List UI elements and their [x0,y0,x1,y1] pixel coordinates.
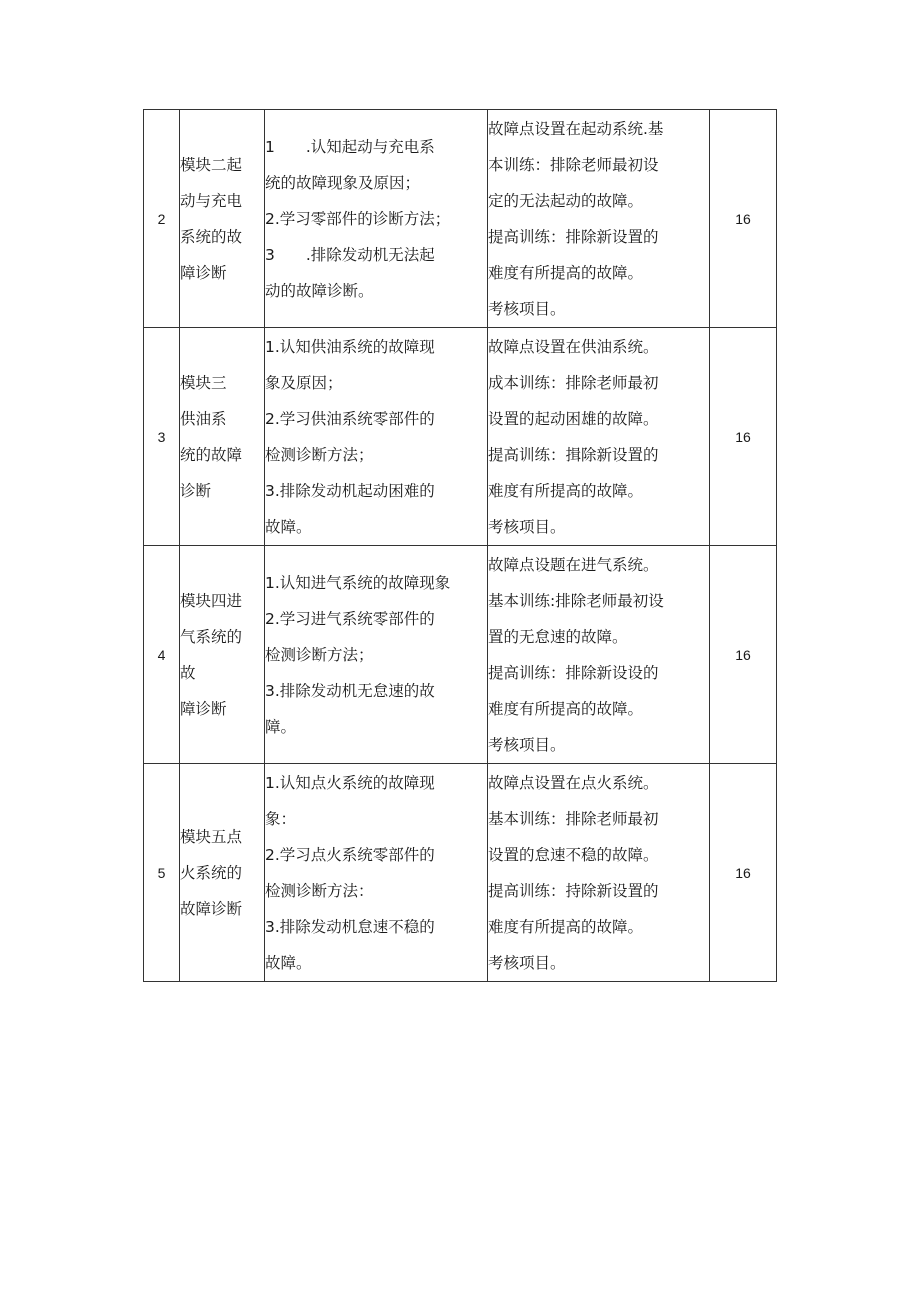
table-row [144,764,777,982]
hours-cell [710,110,777,328]
table-row [144,546,777,764]
module-name-line: 供油系 [180,409,227,428]
module-name-line: 气系统的 [180,627,243,646]
learning-content-line: 障。 [265,717,297,736]
hours-cell [710,546,777,764]
row-number: 2 [157,210,166,227]
hours-value: 16 [735,646,751,663]
learning-content-line: 2.学习零部件的诊断方法； [265,209,451,228]
course-module-table [143,109,777,982]
hours-value: 16 [735,864,751,881]
training-content-cell [488,328,710,546]
learning-content-line: 故障。 [265,953,312,972]
learning-content-line: 象： [265,809,297,828]
module-name-line: 火系统的 [180,863,243,882]
table-row [144,110,777,328]
training-content-line: 本训练：排除老师最初设 [488,155,659,174]
row-number: 4 [157,646,166,663]
learning-content-line: 检测诊断方法： [265,881,374,900]
learning-content-line: 3.排除发动机怠速不稳的 [265,917,435,936]
module-name-line: 模块五点 [180,827,243,846]
hours-cell [710,764,777,982]
table-body [144,110,777,982]
module-name-line: 模块二起 [180,155,243,174]
learning-content-line: 1.认知供油系统的故障现 [265,337,435,356]
training-content-line: 考核项目。 [488,517,566,536]
training-content-cell [488,764,710,982]
training-content-line: 提高训练：排除新设置的 [488,227,659,246]
learning-content-line: 2.学习进气系统零部件的 [265,609,435,628]
module-name-cell [180,764,265,982]
learning-content-cell [265,764,488,982]
learning-content-line: 3.排除发动机无怠速的故 [265,681,435,700]
learning-content-line: 象及原因； [265,373,343,392]
module-name-line: 模块四进 [180,591,243,610]
learning-content-line: 1.认知点火系统的故障现 [265,773,435,792]
learning-content-line: 1 .认知起动与充电系 [265,137,435,156]
module-name-line: 故 [180,663,196,682]
table-row [144,328,777,546]
learning-content-cell [265,110,488,328]
row-number-cell [144,328,180,546]
training-content-line: 故障点设置在点火系统。 [488,773,659,792]
hours-cell [710,328,777,546]
module-name-cell [180,546,265,764]
module-name-line: 障诊断 [180,699,227,718]
row-number: 5 [157,864,166,881]
learning-content-line: 检测诊断方法； [265,645,374,664]
learning-content-line: 3 .排除发动机无法起 [265,245,435,264]
training-content-cell [488,110,710,328]
training-content-line: 提高训练：排除新设设的 [488,663,659,682]
module-name-line: 统的故障 [180,445,243,464]
training-content-line: 设置的起动困雄的故障。 [488,409,659,428]
training-content-cell [488,546,710,764]
learning-content-line: 故障。 [265,517,312,536]
learning-content-line: 1.认知进气系统的故障现象 [265,573,451,592]
training-content-line: 置的无怠速的故障。 [488,627,628,646]
training-content-line: 难度有所提高的故障。 [488,917,644,936]
training-content-line: 提高训练：揖除新设置的 [488,445,659,464]
module-name-line: 诊断 [180,481,212,500]
hours-value: 16 [735,428,751,445]
learning-content-line: 2.学习点火系统零部件的 [265,845,435,864]
hours-value: 16 [735,210,751,227]
training-content-line: 故障点设置在起动系统.基 [488,119,664,138]
learning-content-line: 检测诊断方法； [265,445,374,464]
module-name-cell [180,328,265,546]
learning-content-line: 统的故障现象及原因； [265,173,421,192]
module-name-line: 故障诊断 [180,899,243,918]
row-number-cell [144,546,180,764]
row-number-cell [144,764,180,982]
learning-content-cell [265,546,488,764]
training-content-line: 难度有所提高的故障。 [488,699,644,718]
learning-content-line: 动的故障诊断。 [265,281,374,300]
training-content-line: 设置的怠速不稳的故障。 [488,845,659,864]
module-name-line: 模块三 [180,373,227,392]
training-content-line: 考核项目。 [488,735,566,754]
training-content-line: 考核项目。 [488,299,566,318]
training-content-line: 故障点设置在供油系统。 [488,337,659,356]
module-name-line: 障诊断 [180,263,227,282]
module-name-line: 系统的故 [180,227,243,246]
learning-content-line: 3.排除发动机起动困难的 [265,481,435,500]
training-content-line: 考核项目。 [488,953,566,972]
training-content-line: 难度有所提高的故障。 [488,263,644,282]
training-content-line: 基本训练:排除老师最初设 [488,591,664,610]
learning-content-line: 2.学习供油系统零部件的 [265,409,435,428]
training-content-line: 基本训练：排除老师最初 [488,809,659,828]
learning-content-cell [265,328,488,546]
training-content-line: 提高训练：持除新设置的 [488,881,659,900]
row-number-cell [144,110,180,328]
training-content-line: 成本训练：排除老师最初 [488,373,659,392]
module-name-line: 动与充电 [180,191,243,210]
training-content-line: 难度有所提高的故障。 [488,481,644,500]
module-name-cell [180,110,265,328]
training-content-line: 定的无法起动的故障。 [488,191,644,210]
training-content-line: 故障点设题在进气系统。 [488,555,659,574]
row-number: 3 [157,428,166,445]
